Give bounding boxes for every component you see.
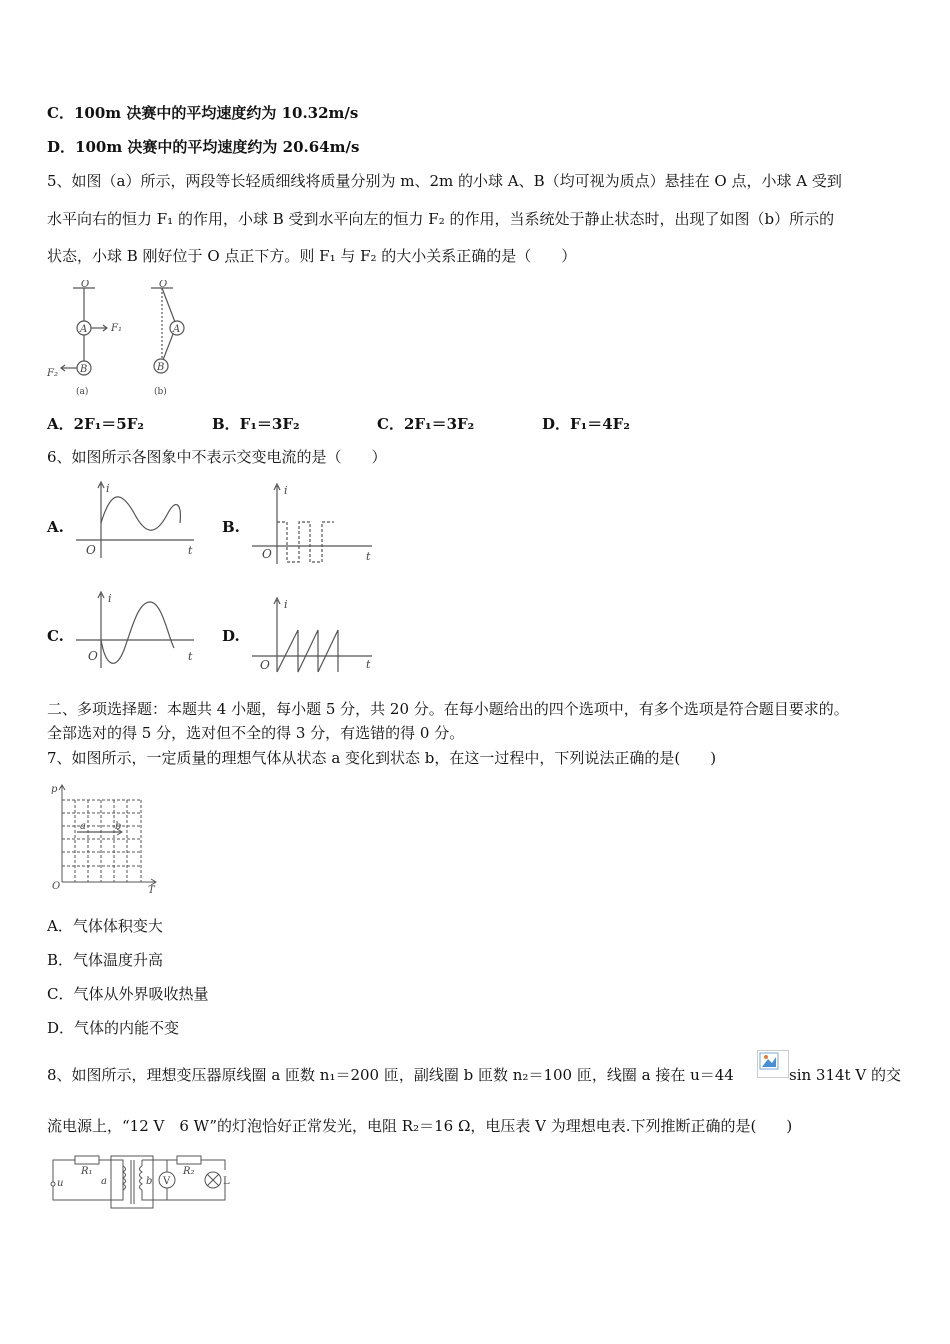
q8-stem-line1-pre: 8、如图所示，理想变压器原线圈 a 匝数 n₁＝200 匝，副线圈 b 匝数 n₂＝100 匝，线圈 a 接在 u＝44 [47, 1066, 734, 1084]
q8-label-b: b [146, 1176, 153, 1187]
q5-label-a-b: A [173, 324, 181, 335]
q5-label-b-b: B [157, 362, 165, 373]
q5-label-o-a: O [81, 280, 90, 290]
q8-resistor-r2 [177, 1156, 201, 1164]
q7-option-c: C．气体从外界吸收热量 [47, 985, 209, 1003]
q5-label-f2: F₂ [47, 368, 58, 379]
q6-label-c: C. [47, 627, 64, 645]
q7-origin: O [52, 881, 61, 892]
q8-label-r2: R₂ [183, 1166, 195, 1177]
q5-option-a: A．2F₁＝5F₂ [47, 415, 144, 433]
q8-label-a: a [101, 1176, 107, 1187]
q7-option-a: A．气体体积变大 [47, 917, 163, 935]
q8-label-l: L [223, 1176, 230, 1187]
q6-b-origin: O [262, 547, 272, 561]
q7-grid [62, 800, 141, 882]
q6-stem: 6、如图所示各图象中不表示交变电流的是（ ） [47, 448, 387, 466]
q8-label-r1: R₁ [81, 1166, 93, 1177]
q8-stem-line1-post: sin 314t V 的交 [789, 1066, 901, 1084]
q5-caption-b: (b) [154, 387, 167, 397]
q4-option-c: C．100m 决赛中的平均速度约为 10.32m/s [47, 104, 359, 122]
q8-circuit-figure [45, 1152, 235, 1214]
q7-option-d: D．气体的内能不变 [47, 1019, 180, 1037]
q7-figure [47, 782, 162, 894]
q7-point-a: a [80, 821, 86, 832]
q7-point-b: b [115, 821, 122, 832]
q5-stem-line3: 状态，小球 B 刚好位于 O 点正下方。则 F₁ 与 F₂ 的大小关系正确的是（ ） [47, 247, 577, 265]
q5-option-c: C．2F₁＝3F₂ [377, 415, 475, 433]
q8-stem-line2: 流电源上，“12 V 6 W”的灯泡恰好正常发光，电阻 R₂＝16 Ω，电压表 V 为理想电表.下列推断正确的是( ) [47, 1117, 793, 1135]
q5-label-o-b: O [159, 280, 168, 290]
q6-d-origin: O [260, 658, 270, 672]
q5-label-f1: F₁ [111, 323, 122, 334]
section2-line1: 二、多项选择题：本题共 4 小题，每小题 5 分，共 20 分。在每小题给出的四个选项中，有多个选项是符合题目要求的。 [47, 700, 849, 718]
q8-label-u: u [57, 1178, 64, 1189]
q5-caption-a: (a) [76, 387, 89, 397]
q6-b-square-wave [277, 522, 334, 562]
q6-a-axis-t: t [188, 544, 193, 557]
q7-stem: 7、如图所示，一定质量的理想气体从状态 a 变化到状态 b，在这一过程中，下列说法正确的是( ) [47, 749, 717, 767]
q6-b-axis-t: t [366, 550, 371, 563]
q8-resistor-r1 [75, 1156, 99, 1164]
q6-a-origin: O [86, 543, 96, 557]
q6-graph-d [252, 592, 377, 674]
q6-a-axis-i: i [106, 482, 110, 495]
q6-a-curve [101, 497, 180, 530]
sqrt-two-image-icon [757, 1050, 789, 1078]
q8-secondary-coil [140, 1166, 143, 1190]
q6-c-origin: O [88, 649, 98, 663]
q6-c-curve [101, 602, 174, 663]
q5-option-b: B．F₁＝3F₂ [212, 415, 300, 433]
q5-label-b-a: B [80, 364, 88, 375]
q6-graph-b [252, 478, 377, 566]
q6-d-axis-i: i [284, 598, 288, 611]
q7-option-b: B．气体温度升高 [47, 951, 164, 969]
q7-axis-p: p [51, 784, 58, 795]
section2-line2: 全部选对的得 5 分，选对但不全的得 3 分，有选错的得 0 分。 [47, 724, 465, 742]
q6-graph-a [76, 478, 201, 560]
q5-option-d: D．F₁＝4F₂ [542, 415, 630, 433]
q4-option-d: D．100m 决赛中的平均速度约为 20.64m/s [47, 138, 360, 156]
q6-label-d: D. [222, 627, 240, 645]
q6-d-sawtooth [277, 630, 338, 672]
q5-string-b1 [162, 288, 175, 322]
q6-label-b: B. [222, 518, 240, 536]
q6-label-a: A. [47, 518, 64, 536]
q5-string-b2 [163, 334, 173, 360]
q6-c-axis-i: i [108, 592, 112, 605]
q5-label-a-a: A [80, 324, 88, 335]
q5-figure [45, 280, 205, 398]
q6-graph-c [76, 588, 201, 670]
q6-d-axis-t: t [366, 658, 371, 671]
q7-axis-t: T [148, 885, 155, 894]
q5-stem-line1: 5、如图（a）所示，两段等长轻质细线将质量分别为 m、2m 的小球 A、B（均可视为质点）悬挂在 O 点，小球 A 受到 [47, 172, 842, 190]
q6-c-axis-t: t [188, 650, 193, 663]
q6-b-axis-i: i [284, 484, 288, 497]
q5-stem-line2: 水平向右的恒力 F₁ 的作用，小球 B 受到水平向左的恒力 F₂ 的作用，当系统处于静止状态时，出现了如图（b）所示的 [47, 210, 835, 228]
q8-label-v: V [163, 1176, 171, 1187]
